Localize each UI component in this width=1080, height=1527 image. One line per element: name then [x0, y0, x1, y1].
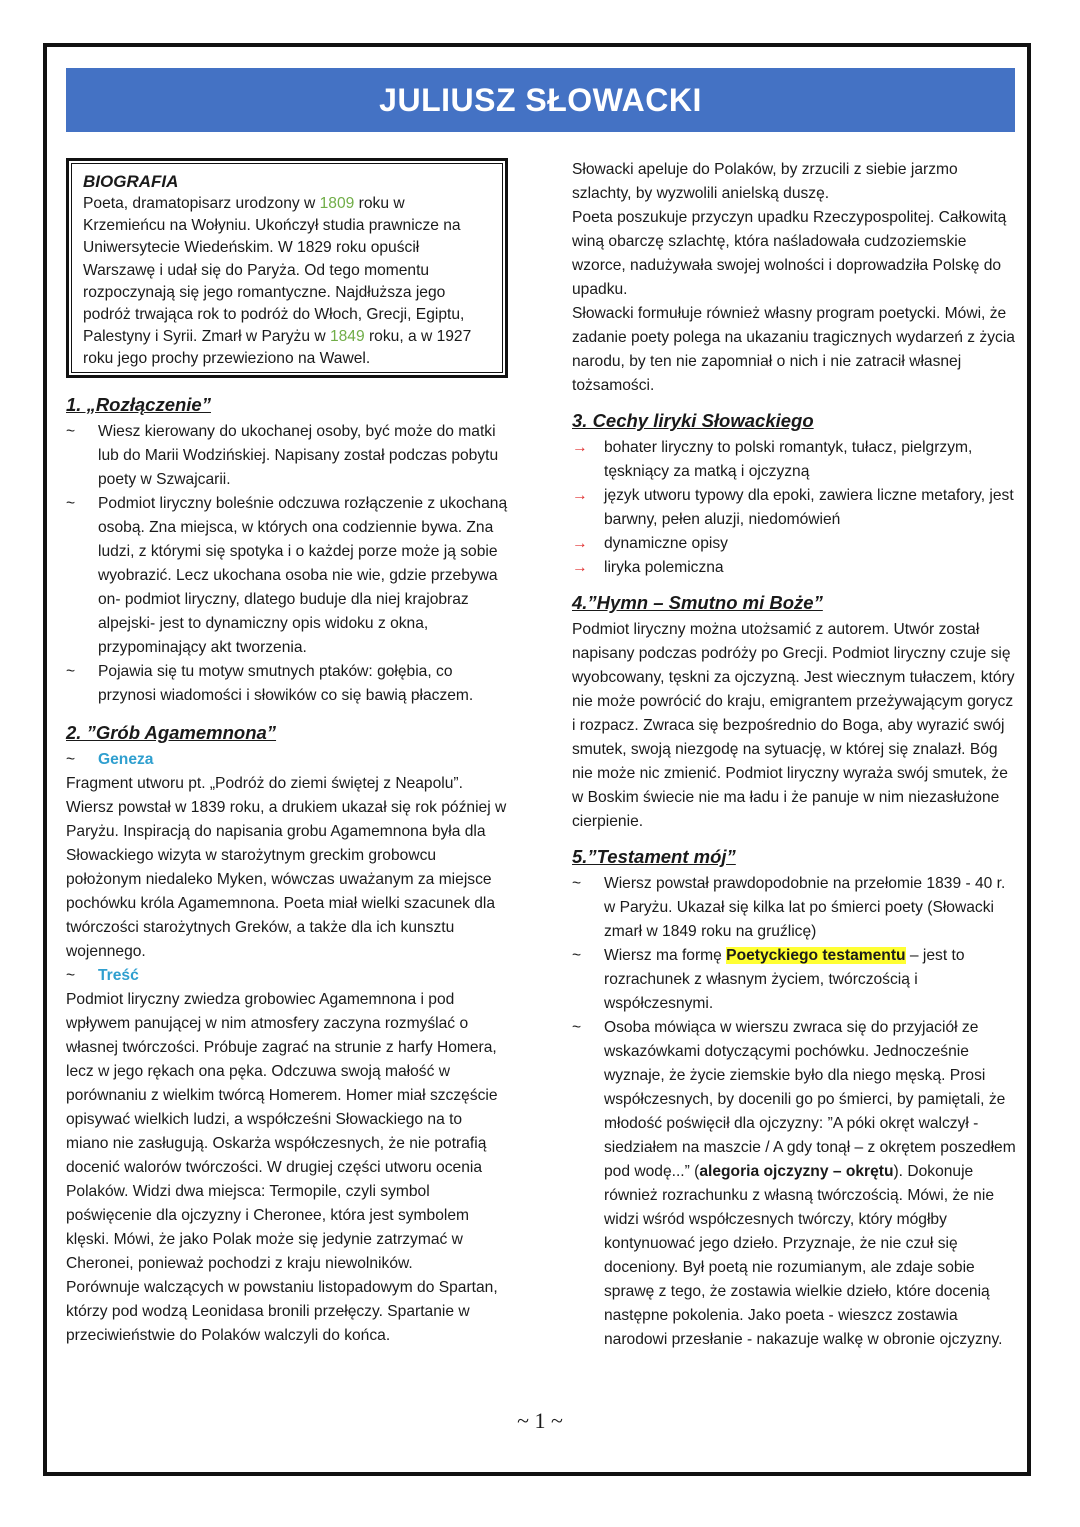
bold-term: alegoria ojczyzny – okrętu	[699, 1163, 894, 1180]
biography-text: Poeta, dramatopisarz urodzony w 1809 roku w Krzemieńcu na Wołyniu. Ukończył studia prawnicze na Uniwersytecie Wiedeńskim. W 1829 roku opuścił Warszawę i udał się do Paryża. Od tego momentu rozpoczynają się jego romantyczne. Najdłuższa jego podróż trwająca rok to podróż do Włoch, Grecji, Egiptu, Palestyny i Syrii. Zmarł w Paryżu w 1849 roku, a w 1927 roku jego prochy przewieziono na Wawel.	[83, 195, 472, 368]
list-item: ~ Wiesz kierowany do ukochanej osoby, być może do matki lub do Marii Wodzińskiej. Napisany został podczas pobytu poety w Szwajcarii.	[66, 420, 508, 492]
tilde-marker: ~	[66, 494, 76, 512]
list-item: → liryka polemiczna	[572, 556, 1017, 580]
page-number: ~ 1 ~	[517, 1408, 563, 1433]
arrow-icon: →	[572, 487, 588, 504]
list-item: ~ Wiersz powstał prawdopodobnie na przełomie 1839 - 40 r. w Paryżu. Ukazał się kilka lat po śmierci poety (Słowacki zmarł w 1849 roku na gruźlicę)	[572, 872, 1017, 944]
list-item: → dynamiczne opisy	[572, 532, 1017, 556]
geneza-text: Fragment utworu pt. „Podróż do ziemi świętej z Neapolu”. Wiersz powstał w 1839 roku, a drukiem ukazał się rok później w Paryżu. Inspiracją do napisania grobu Agamemnona była dla Słowackiego wizyta w starożytnym greckim grobowcu położonym niedaleko Myken, wówczas uważanym za miejsce pochówku króla Agamemnona. Poeta miał wielki szacunek dla twórczości starożytnych Greków, a także dla ich kunsztu wojennego.	[66, 774, 507, 960]
right-column	[572, 158, 1017, 1352]
death-year: 1849	[329, 328, 365, 346]
intro-paragraph: Słowacki formułuje również własny program poetycki. Mówi, że zadanie poety polega na ukazaniu tragicznych wydarzeń z życia narodu, by ten nie zapomniał o nich i nie zatracił własnej tożsamości.	[572, 305, 1015, 394]
highlighted-term: Poetyckiego testamentu	[726, 947, 906, 964]
birth-year: 1809	[319, 195, 355, 212]
list-item: ~ Osoba mówiąca w wierszu zwraca się do przyjaciół ze wskazówkami dotyczącymi pochówku. Jednocześnie wyznaje, że życie ziemskie było dla niego męską. Prosi współczesnych, by docenili go po śmierci, by pamiętali, że młodość poświęcił dla ojczyzny: ”A póki okręt walczył - siedziałem na maszcie / A gdy tonął – z okrętem poszedłem pod wodę...” (alegoria ojczyzny – okrętu). Dokonuje również rozrachunku z własną twórczością. Mówi, że nie widzi wśród współczesnych twórczy, który mógłby kontynuować jego dzieło. Przyznaje, że nie czuł się doceniony. Był poetą nie rozumianym, ale zdaje sobie sprawę z tego, że zostawia wielkie dzieło, które docenią następne pokolenia. Jako poeta - wieszcz zostawia narodowi przesłanie - nakazuje walkę w obronie ojczyzny.	[572, 1016, 1017, 1352]
section-5-heading: 5.”Testament mój”	[572, 846, 736, 867]
section-3-heading: 3. Cechy liryki Słowackiego	[572, 410, 814, 431]
left-column	[66, 158, 508, 1348]
biography-box	[66, 158, 508, 378]
list-item: ~ Pojawia się tu motyw smutnych ptaków: gołębia, co przynosi wiadomości i słowików co się bawią płaczem.	[66, 660, 508, 708]
tresc-text: Podmiot liryczny zwiedza grobowiec Agamemnona i pod wpływem panującej w nim atmosfery zaczyna rozmyślać o własnej twórczości. Próbuje zagrać na strunie z harfy Homera, lecz w jego rękach ona pęka. Odczuwa swoją małość w porównaniu z wielkim twórcą Homerem. Homer miał szczęście opisywać wielkich ludzi, a współcześni Słowackiego na to miano nie zasługują. Oskarża współczesnych, że nie potrafią docenić walorów twórczości. W drugiej części utworu ocenia Polaków. Widzi dwa miejsca: Termopile, czyli symbol poświęcenie dla ojczyzny i Cheronee, która jest symbolem klęski. Mówi, że jako Polak może się jedynie zatrzymać w Cheronei, ponieważ pochodzi z kraju niewolników.	[66, 990, 498, 1272]
arrow-icon: →	[572, 535, 588, 552]
tilde-marker: ~	[572, 875, 582, 892]
biography-heading: BIOGRAFIA	[83, 172, 179, 191]
title-banner	[66, 68, 1015, 132]
section-1-heading: 1. „Rozłączenie”	[66, 393, 211, 415]
intro-paragraph: Słowacki apeluje do Polaków, by zrzucili z siebie jarzmo szlachty, by wyzwolili anielską duszę.	[572, 161, 958, 202]
tresc-subheading: ~ Treść	[66, 966, 139, 984]
tilde-marker: ~	[572, 1019, 582, 1036]
tilde-marker: ~	[572, 947, 582, 964]
section-4-heading: 4.”Hymn – Smutno mi Boże”	[572, 592, 823, 613]
page-title: JULIUSZ SŁOWACKI	[379, 82, 702, 118]
list-item: → bohater liryczny to polski romantyk, tułacz, pielgrzym, tęskniący za matką i ojczyzną	[572, 436, 1017, 484]
tilde-marker: ~	[66, 422, 76, 440]
list-item: → język utworu typowy dla epoki, zawiera liczne metafory, jest barwny, pełen aluzji, niedomówień	[572, 484, 1017, 532]
section-2-heading: 2. ”Grób Agamemnona”	[66, 721, 277, 743]
list-item: ~ Wiersz ma formę Poetyckiego testamentu – jest to rozrachunek z własnym życiem, twórczością i współczesnymi.	[572, 944, 1017, 1016]
arrow-icon: →	[572, 439, 588, 456]
tilde-marker: ~	[66, 662, 76, 680]
geneza-subheading: ~ Geneza	[66, 750, 154, 768]
tresc-text-2: Porównuje walczących w powstaniu listopadowym do Spartan, którzy pod wodzą Leonidasa bronili przełęczy. Spartanie w przeciwieństwie do Polaków walczyli do końca.	[66, 1278, 498, 1344]
intro-paragraph: Poeta poszukuje przyczyn upadku Rzeczypospolitej. Całkowitą winą obarczę szlachtę, która naśladowała cudzoziemskie wzorce, nadużywała swojej wolności i doprowadziła Polskę do upadku.	[572, 209, 1007, 298]
arrow-icon: →	[572, 559, 588, 576]
list-item: ~ Podmiot liryczny boleśnie odczuwa rozłączenie z ukochaną osobą. Zna miejsca, w których ona codziennie bywa. Zna ludzi, z którymi się spotyka i o każdej porze może ją sobie wyobrazić. Lecz ukochana osoba nie wie, gdzie przebywa on- podmiot liryczny, dlatego buduje dla niej krajobraz alpejski- jest to dynamiczny opis widoku z okna, przypominający akt tworzenia.	[66, 492, 508, 660]
section-4-text: Podmiot liryczny można utożsamić z autorem. Utwór został napisany podczas podróży po Grecji. Podmiot liryczny czuje się wyobcowany, tęskni za ojczyzną. Jest wiecznym tułaczem, który nie może powrócić do kraju, emigrantem przeżywającym gorycz i rozpacz. Zwraca się bezpośrednio do Boga, aby wyrazić swój smutek, swoją niezgodę na sytuację, w której się znalazł. Bóg nie może nic zmienić. Podmiot liryczny wyraża swój smutek, że w Boskim świecie nie ma ładu i że panuje w nim niezasłużone cierpienie.	[572, 621, 1015, 830]
